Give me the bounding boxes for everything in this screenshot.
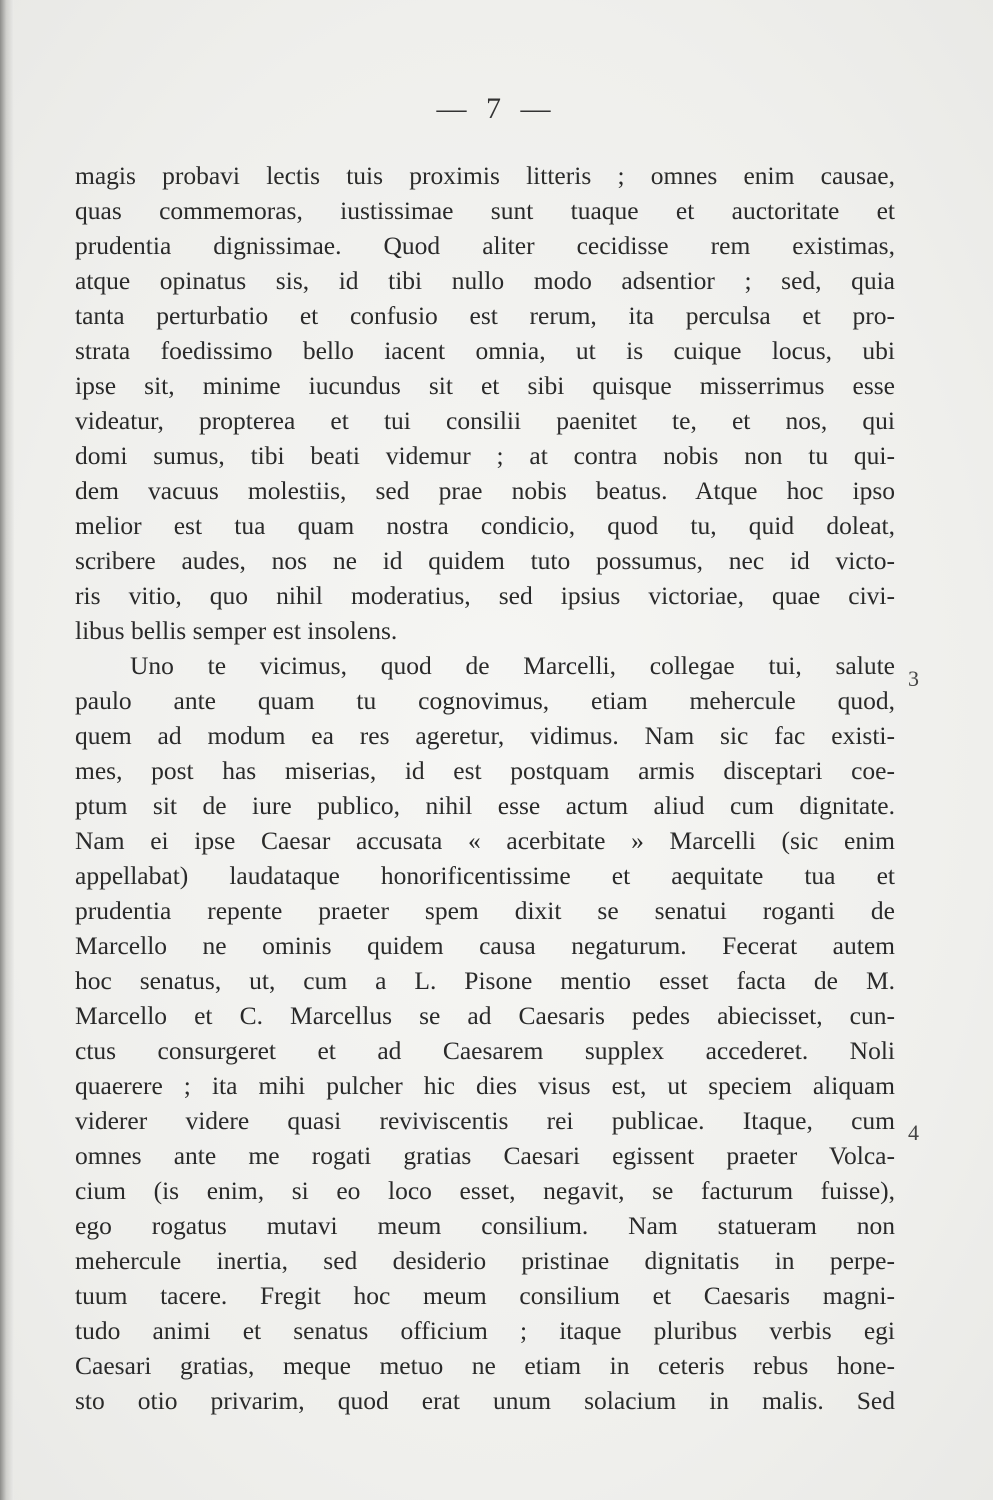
text-line: mes, post has miserias, id est postquam armis disceptari coe- xyxy=(75,756,895,785)
body-text xyxy=(75,158,895,1418)
text-line: ego rogatus mutavi meum consilium. Nam statueram non xyxy=(75,1211,895,1240)
text-line: tuum tacere. Fregit hoc meum consilium et Caesaris magni- xyxy=(75,1281,895,1310)
text-line: paulo ante quam tu cognovimus, etiam mehercule quod, xyxy=(75,686,895,715)
text-line: magis probavi lectis tuis proximis litteris ; omnes enim causae, xyxy=(75,161,895,190)
paragraph-1 xyxy=(75,158,895,648)
text-line: Nam ei ipse Caesar accusata « acerbitate » Marcelli (sic enim xyxy=(75,826,895,855)
text-line: ris vitio, quo nihil moderatius, sed ipsius victoriae, quae civi- xyxy=(75,581,895,610)
text-line: sto otio privarim, quod erat unum solacium in malis. Sed xyxy=(75,1386,895,1415)
text-line: scribere audes, nos ne id quidem tuto possumus, nec id victo- xyxy=(75,546,895,575)
text-line: tanta perturbatio et confusio est rerum, ita perculsa et pro- xyxy=(75,301,895,330)
margin-section-number: 3 xyxy=(908,666,919,691)
page-gutter-shadow xyxy=(0,0,14,1500)
text-line: Marcello et C. Marcellus se ad Caesaris pedes abiecisset, cun- xyxy=(75,1001,895,1030)
text-line: atque opinatus sis, id tibi nullo modo adsentior ; sed, quia xyxy=(75,266,895,295)
text-line: dem vacuus molestiis, sed prae nobis beatus. Atque hoc ipso xyxy=(75,476,895,505)
text-line: videatur, propterea et tui consilii paenitet te, et nos, qui xyxy=(75,406,895,435)
text-line: quem ad modum ea res ageretur, vidimus. Nam sic fac existi- xyxy=(75,721,895,750)
text-line: domi sumus, tibi beati videmur ; at contra nobis non tu qui- xyxy=(75,441,895,470)
text-line: ctus consurgeret et ad Caesarem supplex accederet. Noli xyxy=(75,1036,895,1065)
text-line: omnes ante me rogati gratias Caesari egissent praeter Volca- xyxy=(75,1141,895,1170)
text-line: prudentia repente praeter spem dixit se senatui roganti de xyxy=(75,896,895,925)
text-line: ptum sit de iure publico, nihil esse actum aliud cum dignitate. xyxy=(75,791,895,820)
text-line: quas commemoras, iustissimae sunt tuaque et auctoritate et xyxy=(75,196,895,225)
text-line: appellabat) laudataque honorificentissime et aequitate tua et xyxy=(75,861,895,890)
text-line: hoc senatus, ut, cum a L. Pisone mentio esset facta de M. xyxy=(75,966,895,995)
page-number: — 7 — xyxy=(436,92,557,125)
text-line: Marcello ne ominis quidem causa negaturum. Fecerat autem xyxy=(75,931,895,960)
text-line: prudentia dignissimae. Quod aliter cecidisse rem existimas, xyxy=(75,231,895,260)
text-line: ipse sit, minime iucundus sit et sibi quisque misserrimus esse xyxy=(75,371,895,400)
text-line: strata foedissimo bello iacent omnia, ut is cuique locus, ubi xyxy=(75,336,895,365)
margin-section-number: 4 xyxy=(908,1120,919,1145)
text-line: melior est tua quam nostra condicio, quod tu, quid doleat, xyxy=(75,511,895,540)
text-line: tudo animi et senatus officium ; itaque pluribus verbis egi xyxy=(75,1316,895,1345)
text-line: Uno te vicimus, quod de Marcelli, collegae tui, salute xyxy=(130,651,895,680)
text-line: cium (is enim, si eo loco esset, negavit, se facturum fuisse), xyxy=(75,1176,895,1205)
text-line: viderer videre quasi reviviscentis rei publicae. Itaque, cum xyxy=(75,1106,895,1135)
text-line: quaerere ; ita mihi pulcher hic dies visus est, ut speciem aliquam xyxy=(75,1071,895,1100)
text-line: libus bellis semper est insolens. xyxy=(75,616,398,645)
text-line: mehercule inertia, sed desiderio pristinae dignitatis in perpe- xyxy=(75,1246,895,1275)
text-line: Caesari gratias, meque metuo ne etiam in ceteris rebus hone- xyxy=(75,1351,895,1380)
paragraph-2 xyxy=(75,648,895,1418)
